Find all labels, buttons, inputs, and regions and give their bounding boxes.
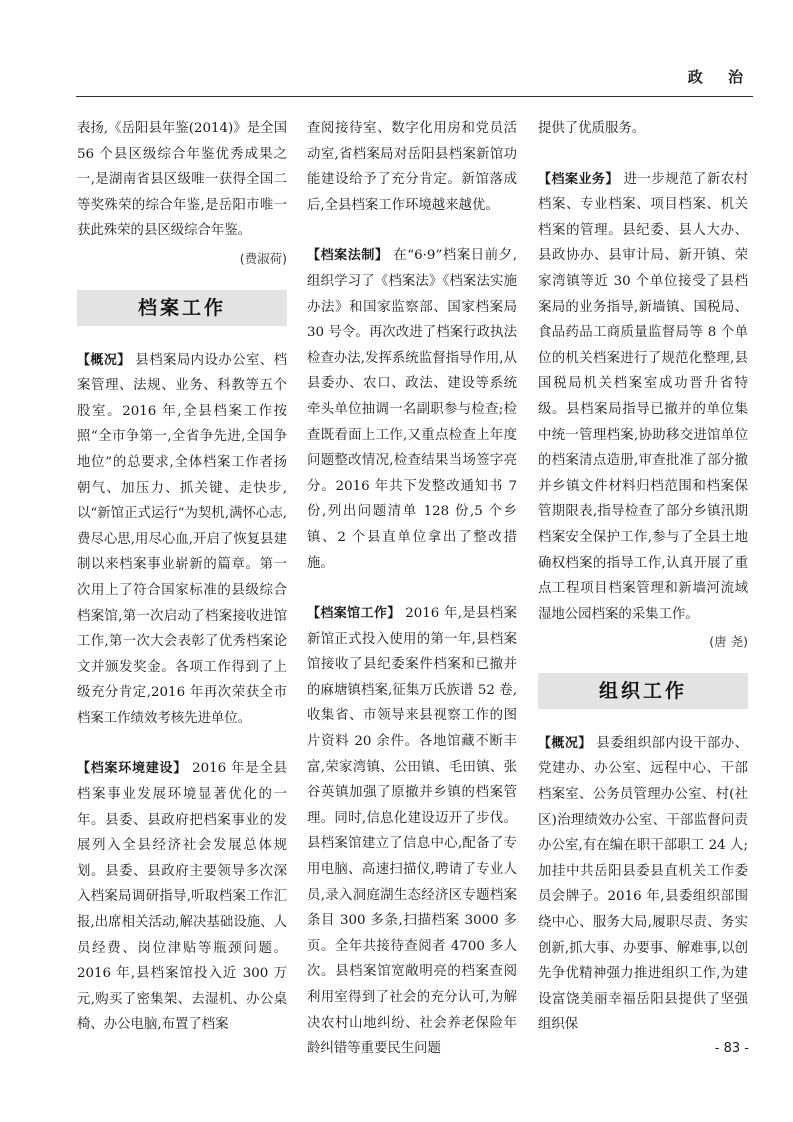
section-title-archives: 档案工作 — [77, 290, 287, 326]
archive-hall-text: 2016 年,是县档案新馆正式投入使用的第一年,县档案馆接收了县纪委案件档案和已撤并的麻塘镇档案,征集万氏族谱 52 卷,收集省、市领导来县视察工作的图片资料 20 余件。各地馆藏不断丰富,荣家湾镇、公田镇、毛田镇、张谷英镇加强了原撤并乡镇的档案管理。同时,信息化建设迈开了步伐。县档案馆建立了信息中心,配备了专用电脑、高速扫描仪,聘请了专业人员,录入洞庭湖生态经济区专题档案条目 300 多条,扫描档案 3000 多页。全年共接待查阅者 4700 多人次。县档案馆宽敞明亮的档案查阅利用室得到了社会的充分认可,为解决农村山地纠纷、社会养老保险年龄纠错等重要民生问题 — [307, 606, 517, 1057]
column-3 — [538, 116, 748, 1038]
signature: (唐 尧) — [709, 634, 748, 650]
yearbook-paragraph: 表扬,《岳阳县年鉴(2014)》是全国 56 个县区级综合年鉴优秀成果之一,是湖南省县区级唯一获得全国二等奖殊荣的综合年鉴,是岳阳市唯一获此殊荣的县区级综合年鉴。 — [77, 121, 287, 239]
signature: (费淑荷) — [239, 250, 287, 266]
header-rule — [76, 96, 753, 97]
org-overview-label: 【概况】 — [538, 735, 592, 751]
overview-text: 县档案局内设办公室、档案管理、法规、业务、科教等五个股室。2016 年,全县档案工作按照“全市争第一,全省争先进,全国争地位”的总要求,全体档案工作者扬朝气、加压力、抓关键、走快步,以“新馆正式运行”为契机,满怀心志,费尽心思,用尽心血,开启了恢复县建制以来档案事业崭新的篇章。第一次用上了符合国家标准的县级综合档案馆,第一次启动了档案接收进馆工作,第一次大会表彰了优秀档案论文并颁发奖金。各项工作得到了上级充分肯定,2016 年再次荣获全市档案工作绩效考核先进单位。 — [77, 352, 287, 726]
archives-law — [307, 243, 517, 576]
org-overview-text: 县委组织部内设干部办、党建办、办公室、远程中心、干部档案室、公务员管理办公室、村(社区)治理绩效办公室、干部监督问责办公室,有在编在职干部职工 24 人;加挂中共岳阳县委县直机关工作委员会牌子。2016 年,县委组织部围绕中心、服务大局,履职尽责、务实创新,抓大事、办要事、解难事,以创先争优精神强力推进组织工作,为建设富饶美丽幸福岳阳县提供了坚强组织保 — [538, 735, 748, 1033]
column-1 — [77, 116, 287, 1038]
organization-overview — [538, 731, 748, 1038]
section-title-organization: 组织工作 — [538, 673, 748, 709]
business-text: 进一步规范了新农村档案、专业档案、项目档案、机关档案的管理。县纪委、县人大办、县政协办、县审计局、新开镇、荣家湾镇等近 30 个单位接受了县档案局的业务指导,新墙镇、国税局、食品药品工商质量监督局等 8 个单位的机关档案进行了规范化整理,县国税局机关档案室成功晋升省特级。县档案局指导已撤并的单位集中统一管理档案,协助移交进馆单位的档案清点造册,审查批准了部分撤并乡镇文件材料归档范围和档案保管期限表,指导检查了部分乡镇汛期档案安全保护工作,参与了全县土地确权档案的指导工作,认真开展了重点工程项目档案管理和新墙河流域湿地公园档案的采集工作。 — [538, 171, 748, 622]
environment-continued: 查阅接待室、数字化用房和党员活动室,省档案局对岳阳县档案新馆功能建设给予了充分肯定。新馆落成后,全县档案工作环境越来越优。 — [307, 121, 517, 213]
archives-business — [538, 167, 748, 628]
overview-label: 【概况】 — [77, 352, 131, 368]
environment-text: 2016 年是全县档案事业发展环境显著优化的一年。县委、县政府把档案事业的发展列入全县经济社会发展总体规划。县委、县政府主要领导多次深入档案局调研指导,听取档案工作汇报,出席相关活动,解决基础设施、人员经费、岗位津贴等瓶颈问题。2016 年,县档案馆投入近 300 万元,购买了密集架、去湿机、办公桌椅、办公电脑,布置了档案 — [77, 761, 287, 1033]
archive-hall-continued: 提供了优质服务。 — [538, 121, 646, 136]
business-label: 【档案业务】 — [538, 171, 619, 187]
archives-environment — [77, 756, 287, 1038]
running-header-title: 政 治 — [687, 68, 753, 86]
page-number: - 83 - — [714, 1041, 749, 1056]
law-text: 在“6·9”档案日前夕,组织学习了《档案法》《档案法实施办法》和国家监察部、国家档案局 30 号令。再次改进了档案行政执法检查办法,发挥系统监督指导作用,从县委办、农口、政法、建设等系统牵头单位抽调一名副职参与检查;检查既看面上工作,又重点检查上年度问题整改情况,检查结果当场签字亮分。2016 年共下发整改通知书 7 份,列出问题清单 128 份,5 个乡镇、2 个县直单位拿出了整改措施。 — [307, 248, 517, 571]
environment-label: 【档案环境建设】 — [77, 761, 188, 777]
archive-hall-label: 【档案馆工作】 — [307, 606, 401, 622]
archives-overview — [77, 348, 287, 732]
column-2 — [307, 116, 517, 1062]
law-label: 【档案法制】 — [307, 248, 389, 264]
archive-hall-work — [307, 601, 517, 1062]
